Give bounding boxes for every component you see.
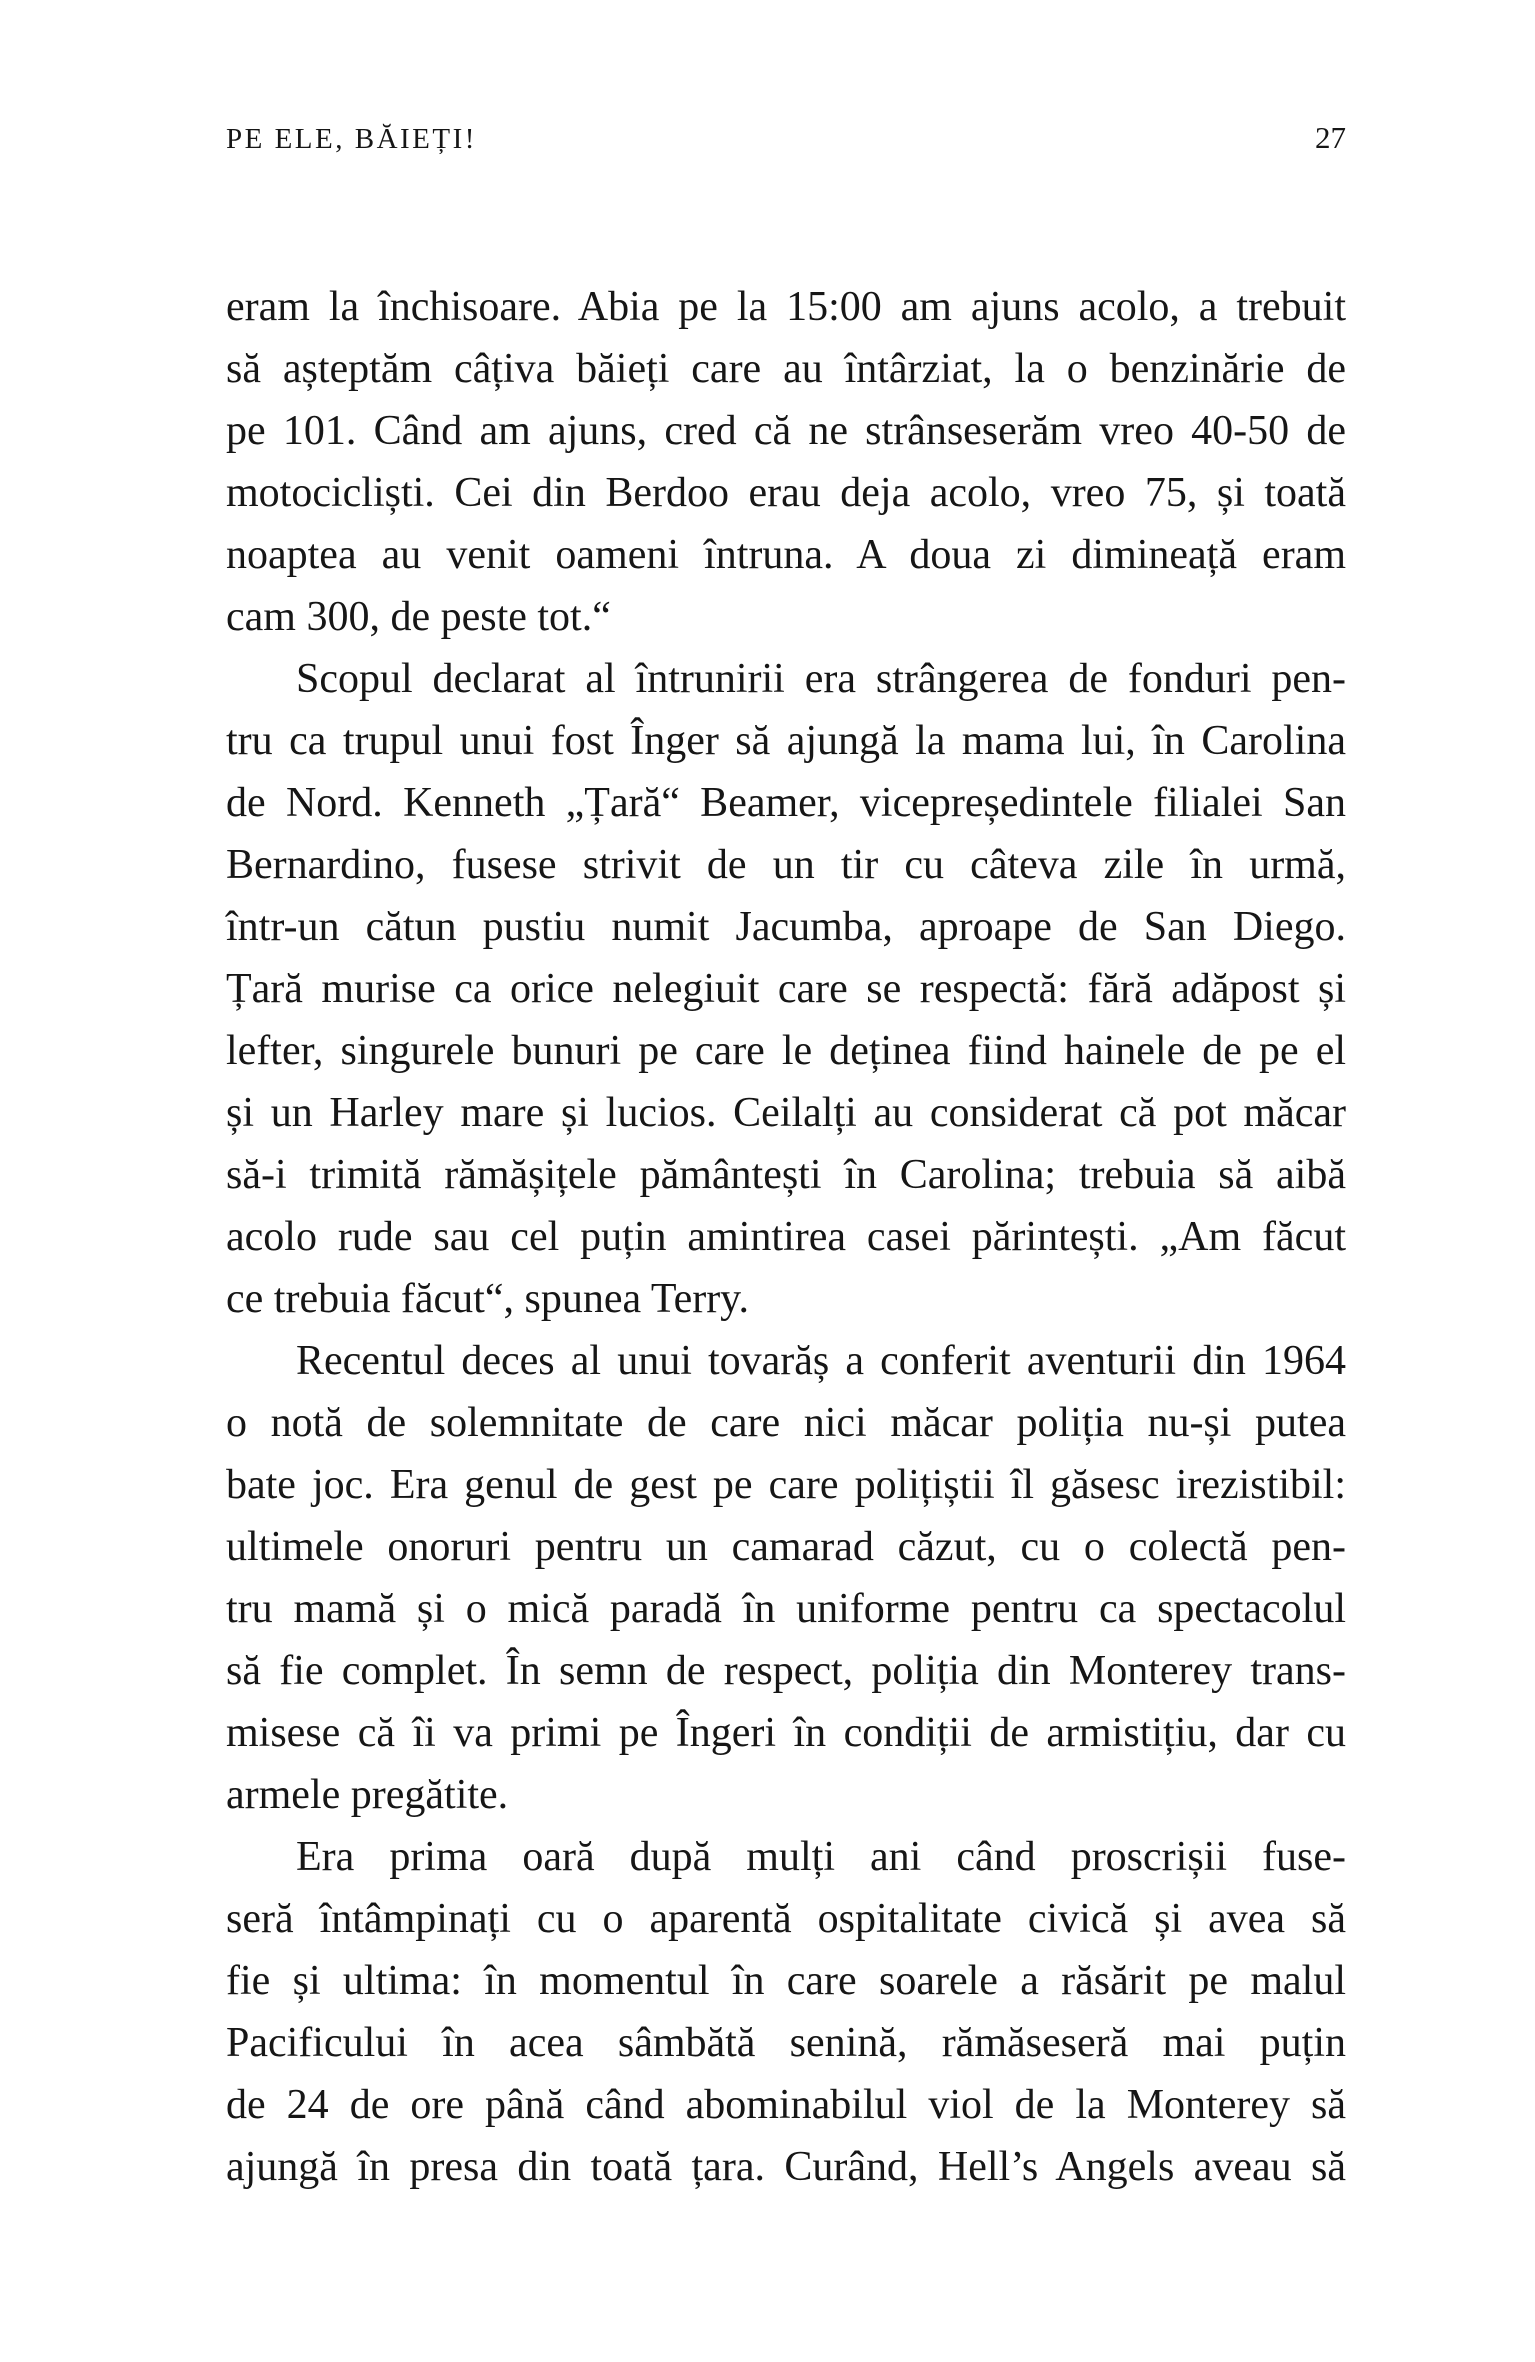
text-line: ultimele onoruri pentru un camarad căzut, cu o colectă pen- — [226, 1524, 1346, 1570]
text-line: lefter, singurele bunuri pe care le deținea fiind hainele de pe el — [226, 1028, 1346, 1074]
text-line: să-i trimită rămășițele pământești în Carolina; trebuia să aibă — [226, 1152, 1346, 1198]
text-line: Pacificului în acea sâmbătă senină, rămăseseră mai puțin — [226, 2020, 1346, 2066]
running-header — [226, 120, 1346, 156]
text-line: bate joc. Era genul de gest pe care polițiștii îl găsesc irezistibil: — [226, 1462, 1346, 1508]
text-line: motocicliști. Cei din Berdoo erau deja acolo, vreo 75, și toată — [226, 470, 1346, 516]
text-line: noaptea au venit oameni întruna. A doua zi dimineață eram — [226, 532, 1346, 578]
text-line: tru mamă și o mică paradă în uniforme pentru ca spectacolul — [226, 1586, 1346, 1632]
text-line: pe 101. Când am ajuns, cred că ne strânseserăm vreo 40-50 de — [226, 408, 1346, 454]
text-line: tru ca trupul unui fost Înger să ajungă la mama lui, în Carolina — [226, 718, 1346, 764]
text-line: fie și ultima: în momentul în care soarele a răsărit pe malul — [226, 1958, 1346, 2004]
text-line: ce trebuia făcut“, spunea Terry. — [226, 1276, 749, 1322]
text-line: să așteptăm câțiva băieți care au întârziat, la o benzinărie de — [226, 346, 1346, 392]
text-line: Era prima oară după mulți ani când proscrișii fuse- — [296, 1834, 1346, 1880]
text-line: într-un cătun pustiu numit Jacumba, aproape de San Diego. — [226, 904, 1346, 950]
text-line: Recentul deces al unui tovarăș a conferit aventurii din 1964 — [296, 1338, 1346, 1384]
text-line: armele pregătite. — [226, 1772, 509, 1818]
text-line: o notă de solemnitate de care nici măcar poliția nu-și putea — [226, 1400, 1346, 1446]
text-line: și un Harley mare și lucios. Ceilalți au considerat că pot măcar — [226, 1090, 1346, 1136]
text-line: acolo rude sau cel puțin amintirea casei părintești. „Am făcut — [226, 1214, 1346, 1260]
text-line: misese că îi va primi pe Îngeri în condiții de armistițiu, dar cu — [226, 1710, 1346, 1756]
text-line: de Nord. Kenneth „Țară“ Beamer, vicepreședintele filialei San — [226, 780, 1346, 826]
text-line: de 24 de ore până când abominabilul viol de la Monterey să — [226, 2082, 1346, 2128]
text-line: ajungă în presa din toată țara. Curând, Hell’s Angels aveau să — [226, 2144, 1346, 2190]
text-line: seră întâmpinați cu o aparentă ospitalitate civică și avea să — [226, 1896, 1346, 1942]
page-number: 27 — [1315, 120, 1346, 155]
text-line: Bernardino, fusese strivit de un tir cu câteva zile în urmă, — [226, 842, 1346, 888]
running-title: PE ELE, BĂIEȚI! — [226, 123, 477, 155]
text-line: Scopul declarat al întrunirii era strângerea de fonduri pen- — [296, 656, 1346, 702]
text-line: cam 300, de peste tot.“ — [226, 594, 611, 640]
body-text — [226, 276, 1346, 2198]
text-line: să fie complet. În semn de respect, poliția din Monterey trans- — [226, 1648, 1346, 1694]
text-line: Țară murise ca orice nelegiuit care se respectă: fără adăpost și — [226, 966, 1346, 1012]
text-line: eram la închisoare. Abia pe la 15:00 am ajuns acolo, a trebuit — [226, 284, 1346, 330]
